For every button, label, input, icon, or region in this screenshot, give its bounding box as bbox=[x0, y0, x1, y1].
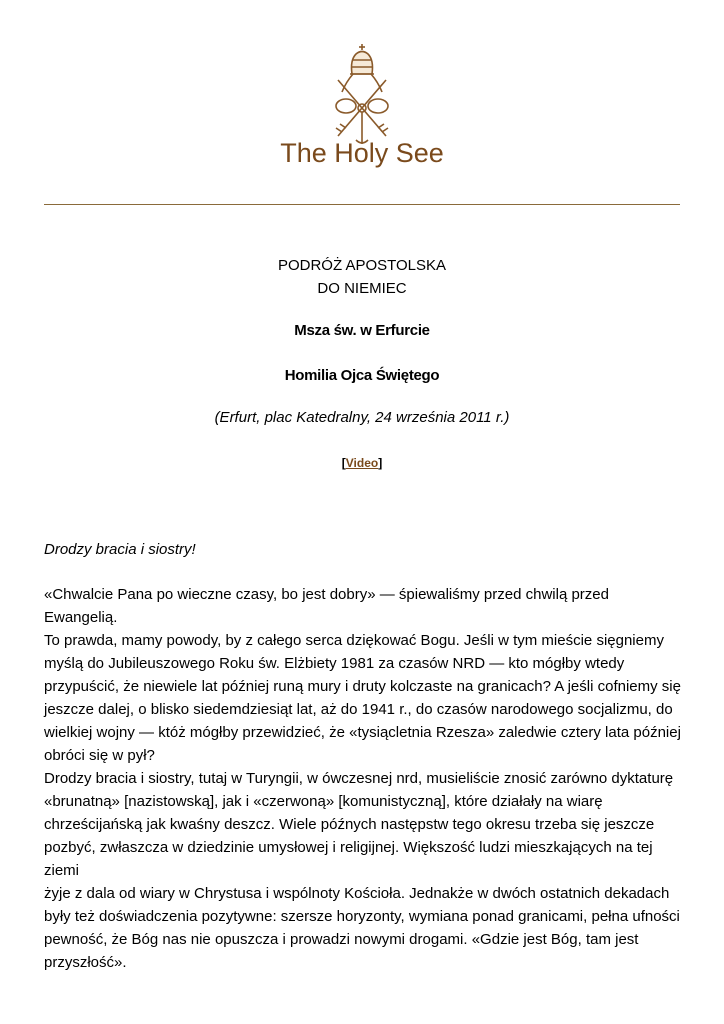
paragraph-line: «Chwalcie Pana po wieczne czasy, bo jest dobry» — śpiewaliśmy przed chwilą przed Ewangelią. bbox=[44, 586, 609, 626]
paragraph-line: To prawda, mamy powody, by z całego serca dziękować Bogu. Jeśli w tym mieście sięgniemy bbox=[44, 632, 664, 649]
paragraph-line: myślą do Jubileuszowego Roku św. Elżbiety 1981 za czasów NRD — kto mógłby wtedy bbox=[44, 655, 625, 672]
paragraph-line: żyje z dala od wiary w Chrystusa i wspólnoty Kościoła. Jednakże w dwóch ostatnich dekadach bbox=[44, 885, 670, 902]
papal-keys-tiara-emblem-icon bbox=[322, 40, 402, 148]
video-bracket-close: ] bbox=[378, 456, 383, 470]
paragraph-line: wielkiej wojny — któż mógłby przewidzieć, że «tysiącletnia Rzesza» zaledwie cztery lata później bbox=[44, 724, 681, 741]
mass-title: Msza św. w Erfurcie bbox=[294, 322, 430, 339]
homily-title: Homilia Ojca Świętego bbox=[284, 367, 440, 384]
trip-heading bbox=[0, 254, 724, 300]
paragraph-line: pewność, że Bóg nas nie opuszcza i prowadzi nowymi drogami. «Gdzie jest Bóg, tam jest bbox=[44, 931, 639, 948]
video-link[interactable]: Video bbox=[345, 456, 379, 470]
paragraph-line: jeszcze dalej, o blisko siedemdziesiąt lat, aż do 1941 r., do czasów narodowego socjalizmu, do bbox=[44, 701, 673, 718]
paragraph-line: chrześcijańską jak kwaśny deszcz. Wiele późnych następstw tego okresu trzeba się jeszcze bbox=[44, 816, 655, 833]
paragraph-line: przyszłość». bbox=[44, 954, 127, 971]
paragraph-1 bbox=[44, 583, 684, 767]
trip-heading-line-2: DO NIEMIEC bbox=[317, 280, 407, 297]
site-title: The Holy See bbox=[280, 138, 444, 168]
paragraph-line: Drodzy bracia i siostry, tutaj w Turyngii, w ówczesnej nrd, musieliście znosić zarówno dyktaturę bbox=[44, 770, 674, 787]
greeting: Drodzy bracia i siostry! bbox=[44, 541, 196, 558]
paragraph-line: «brunatną» [nazistowską], jak i «czerwoną» [komunistyczną], które działały na wiarę bbox=[44, 793, 603, 810]
paragraph-2 bbox=[44, 767, 684, 974]
paragraph-line: były też doświadczenia pozytywne: szersze horyzonty, wymiana ponad granicami, pełna ufności bbox=[44, 908, 680, 925]
header-divider bbox=[44, 204, 680, 205]
paragraph-line: pozbyć, zwłaszcza w dziedzinie umysłowej i religijnej. Większość ludzi mieszkających na tej ziemi bbox=[44, 839, 653, 879]
trip-heading-line-1: PODRÓŻ APOSTOLSKA bbox=[277, 257, 447, 274]
place-date: (Erfurt, plac Katedralny, 24 września 2011 r.) bbox=[214, 409, 510, 426]
paragraph-line: przypuścić, że niewiele lat później runą mury i druty kolczaste na granicach? A jeśli cofniemy się bbox=[44, 678, 681, 695]
video-bracket-open: [ bbox=[341, 456, 346, 470]
video-link-wrapper bbox=[0, 456, 724, 470]
paragraph-line: obróci się w pył? bbox=[44, 747, 155, 764]
